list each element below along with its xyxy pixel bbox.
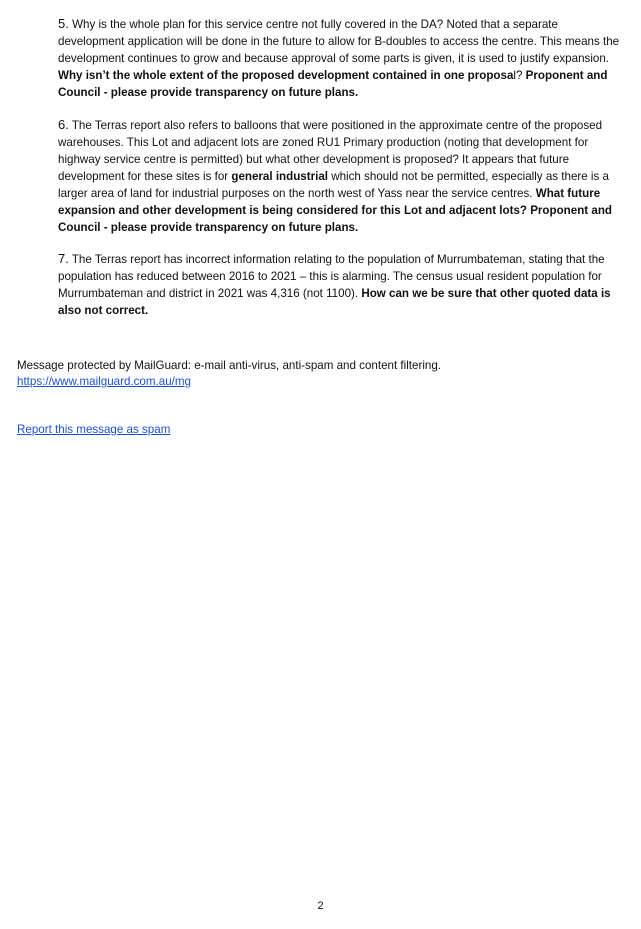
paragraph-item-6	[58, 116, 624, 236]
item-request-bold: Proponent and Council - please provide transparency on future plans.	[58, 69, 608, 99]
item-text: The Terras report also refers to balloons that were positioned in the approximate centre of the proposed warehouses. This Lot and adjacent lots are zoned RU1 Primary production (noting that development for highway service centre is permitted) but what other development is proposed? It appears that future development for these sites is for	[58, 119, 603, 183]
page-number: 2	[317, 900, 324, 912]
spam-report	[17, 422, 617, 438]
report-spam-link[interactable]: Report this message as spam	[17, 423, 171, 436]
item-text: l?	[513, 69, 523, 82]
item-number: 7.	[58, 251, 69, 266]
mailguard-link[interactable]: https://www.mailguard.com.au/mg	[17, 375, 191, 388]
item-text: The Terras report has incorrect information relating to the population of Murrumbateman, stating that the population has reduced between 2016 to 2021 – this is alarming. The census usual resident population for Murrumbateman and district in 2021 was 4,316 (not 1100).	[58, 253, 605, 300]
item-text: Why is the whole plan for this service centre not fully covered in the DA? Noted that a separate development application will be done in the future to allow for B-doubles to access the centre. This means the development continues to grow and because approval of some parts is given, it is used to justify expansion.	[58, 18, 620, 65]
paragraph-item-7	[58, 250, 624, 319]
item-text: which should not be permitted, especially as there is a larger area of land for industrial purposes on the north west of Yass near the service centres.	[58, 170, 609, 200]
item-question-bold: How can we be sure that other quoted data is also not correct.	[58, 287, 611, 317]
mailguard-text: Message protected by MailGuard: e-mail anti-virus, anti-spam and content filtering.	[17, 359, 442, 372]
mailguard-notice	[17, 358, 617, 390]
item-number: 5.	[58, 16, 69, 31]
paragraph-item-5	[58, 15, 624, 101]
item-request-bold: What future expansion and other development is being considered for this Lot and adjacent lots? Proponent and Council - please provide transparency on future plans.	[58, 187, 612, 234]
item-emphasis-bold: general industrial	[231, 170, 328, 183]
item-question-bold: Why isn’t the whole extent of the proposed development contained in one proposa	[58, 69, 514, 82]
item-number: 6.	[58, 117, 69, 132]
